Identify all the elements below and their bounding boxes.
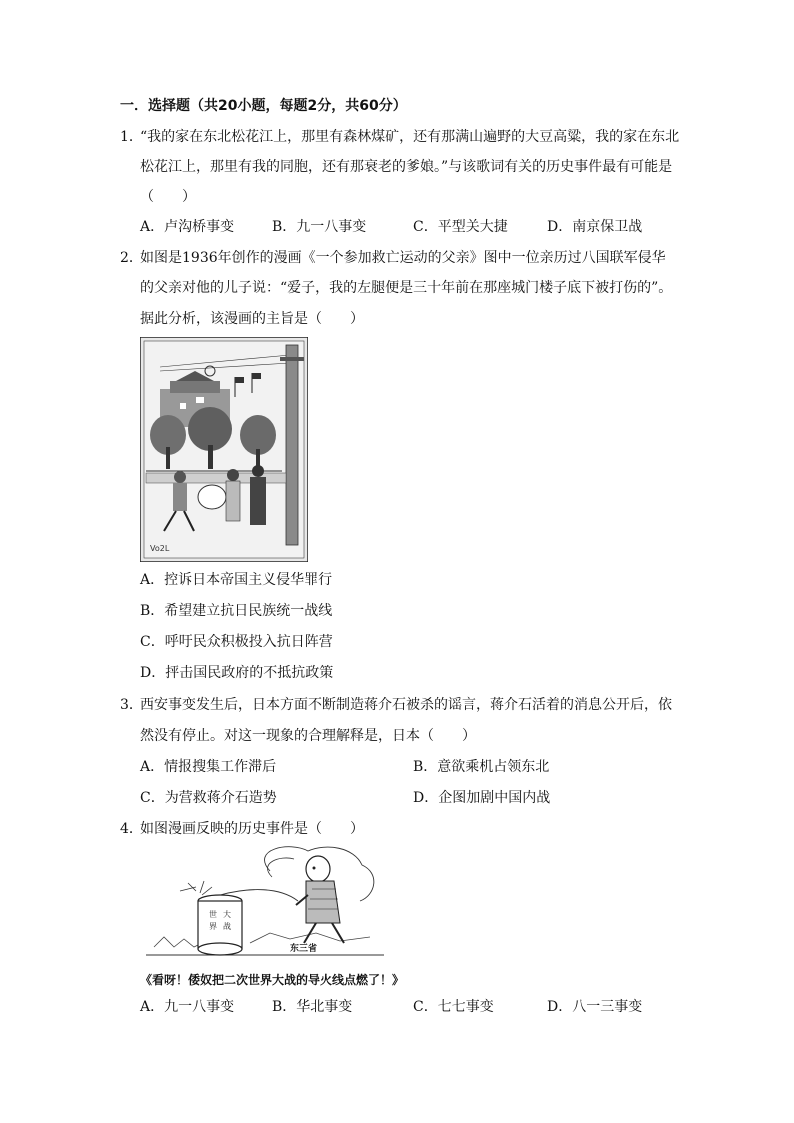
question-4-number: 4． [120, 821, 143, 837]
cartoon-caption: 《看呀！倭奴把二次世界大战的导火线点燃了！》 [140, 973, 405, 987]
question-1-text-line-3: （ ） [140, 189, 196, 205]
question-2-text-line-3: 据此分析，该漫画的主旨是（ ） [140, 311, 364, 327]
drum-text-char-3: 大 [223, 910, 231, 919]
question-1-text-line-1: “我的家在东北松花江上，那里有森林煤矿，还有那满山遍野的大豆高粱，我的家在东北 [140, 129, 680, 145]
cartoon-father-image [140, 337, 308, 562]
question-1-option-d[interactable]: D．南京保卫战 [547, 219, 643, 235]
drum-text-char-1: 世 [209, 910, 217, 919]
question-4-option-c[interactable]: C．七七事变 [413, 999, 494, 1015]
question-4-option-d[interactable]: D．八一三事变 [547, 999, 643, 1015]
question-3-option-d[interactable]: D．企图加剧中国内战 [413, 790, 551, 806]
drum-text-char-2: 界 [209, 922, 217, 931]
question-1-option-a[interactable]: A．卢沟桥事变 [140, 219, 235, 235]
question-3-text-line-2: 然没有停止。对这一现象的合理解释是，日本（ ） [140, 728, 476, 744]
question-1-text-line-2: 松花江上，那里有我的同胞，还有那衰老的爹娘。”与该歌词有关的历史事件最有可能是 [140, 159, 673, 175]
question-3-option-a[interactable]: A．情报搜集工作滞后 [140, 759, 277, 775]
question-4-option-a[interactable]: A．九一八事变 [140, 999, 235, 1015]
question-2-text-line-1: 如图是1936年创作的漫画《一个参加救亡运动的父亲》图中一位亲历过八国联军侵华 [140, 250, 666, 266]
drum-text-char-4: 战 [223, 922, 231, 931]
cartoon-fuse-image [140, 843, 390, 971]
question-2-option-a[interactable]: A．控诉日本帝国主义侵华罪行 [140, 572, 333, 588]
question-1-option-b[interactable]: B．九一八事变 [272, 219, 367, 235]
question-3-text-line-1: 西安事变发生后，日本方面不断制造蒋介石被杀的谣言，蒋介石活着的消息公开后，依 [140, 697, 672, 713]
ground-text: 东三省 [290, 944, 318, 954]
question-3-option-b[interactable]: B．意欲乘机占领东北 [413, 759, 550, 775]
question-1-option-c[interactable]: C．平型关大捷 [413, 219, 508, 235]
question-2-option-c[interactable]: C．呼吁民众积极投入抗日阵营 [140, 634, 333, 650]
question-2-option-d[interactable]: D．抨击国民政府的不抵抗政策 [140, 665, 334, 681]
question-4-option-b[interactable]: B．华北事变 [272, 999, 353, 1015]
question-3-number: 3． [120, 697, 143, 713]
question-2-option-b[interactable]: B．希望建立抗日民族统一战线 [140, 603, 333, 619]
question-3-option-c[interactable]: C．为营救蒋介石造势 [140, 790, 277, 806]
question-1-number: 1． [120, 129, 143, 145]
section-title: 一．选择题（共20小题，每题2分，共60分） [120, 98, 407, 114]
question-2-number: 2． [120, 250, 143, 266]
question-2-text-line-2: 的父亲对他的儿子说：“爱子，我的左腿便是三十年前在那座城门楼子底下被打伤的”。 [140, 280, 673, 296]
question-4-text-line-1: 如图漫画反映的历史事件是（ ） [140, 821, 364, 837]
svg-text:Vo2L: Vo2L [150, 544, 170, 553]
